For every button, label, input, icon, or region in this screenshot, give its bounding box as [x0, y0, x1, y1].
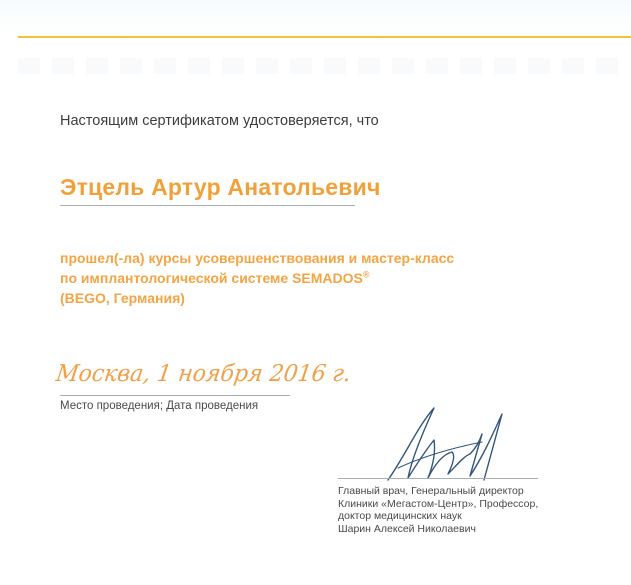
place-date-handwritten: Москва, 1 ноября 2016 г. [54, 361, 353, 388]
top-band [0, 0, 631, 36]
faded-pattern-strip [18, 58, 618, 74]
course-line-1: прошел(-ла) курсы усовершенствования и мастер-класс [60, 250, 455, 266]
place-date-caption: Место проведения; Дата проведения [60, 400, 259, 412]
signer-block [338, 485, 538, 535]
course-line-2 [60, 268, 454, 288]
registered-mark: ® [362, 269, 370, 280]
course-description [60, 248, 454, 308]
name-underline [60, 205, 355, 206]
certificate-intro: Настоящим сертификатом удостоверяется, что [60, 113, 379, 129]
signature-underline [338, 478, 538, 479]
course-line-2-text: по имплантологической системе SEMADOS [60, 270, 363, 286]
signer-line-4: Шарин Алексей Николаевич [338, 522, 476, 535]
place-date-underline [60, 395, 290, 396]
course-line-3: (BEGO, Германия) [60, 290, 185, 306]
recipient-name: Этцель Артур Анатольевич [60, 174, 381, 200]
signer-line-3: доктор медицинских наук [338, 510, 462, 522]
signer-line-1: Главный врач, Генеральный директор [338, 485, 524, 497]
signer-line-2: Клиники «Мегастом-Центр», Профессор, [338, 497, 539, 510]
signature-mark [378, 392, 528, 492]
top-decorative-rule [18, 36, 631, 38]
